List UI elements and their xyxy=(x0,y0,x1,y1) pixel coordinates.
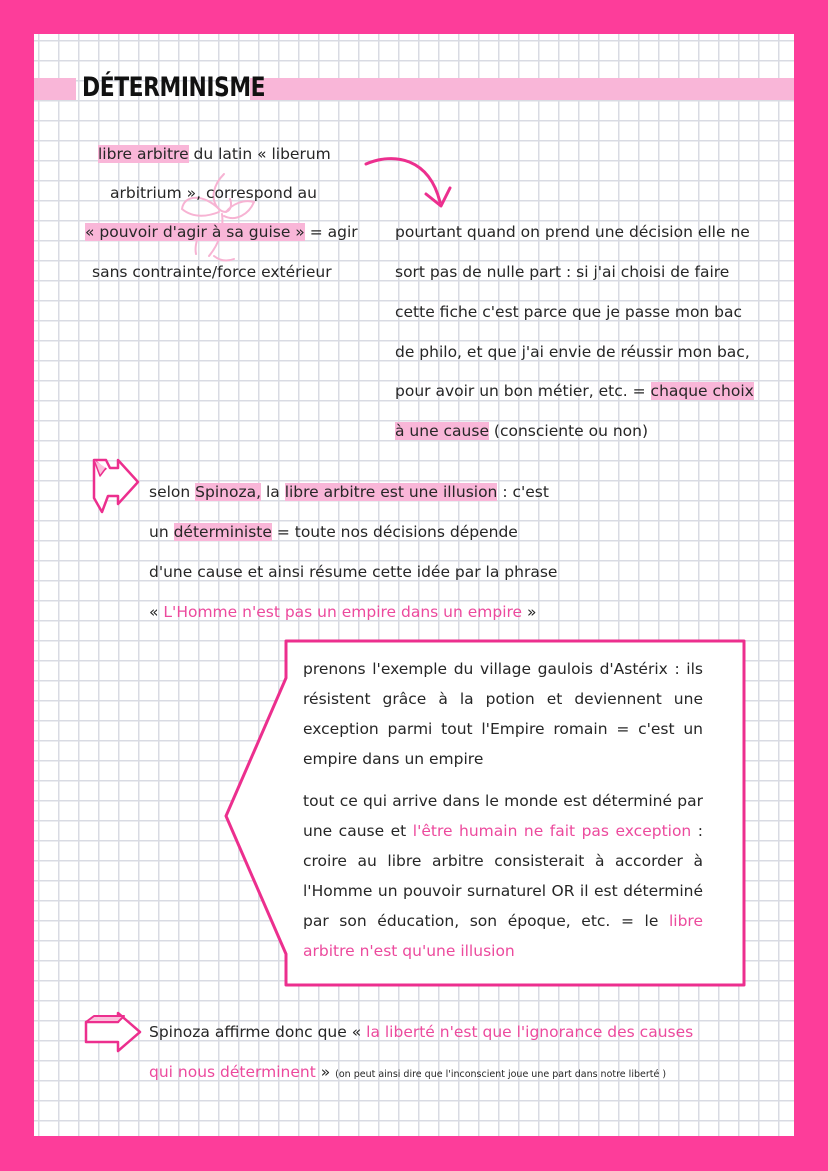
pencil-arrow-icon xyxy=(84,1010,144,1054)
fairy-doodle-icon xyxy=(164,164,284,274)
intro-line-4: sans contrainte/force extérieur xyxy=(92,263,332,281)
right-line-5: pour avoir un bon métier, etc. = chaque choix xyxy=(395,382,754,400)
liberty-quote-part-2: qui nous déterminent xyxy=(149,1063,316,1081)
liberty-quote-part-1: la liberté n'est que l'ignorance des causes xyxy=(366,1023,694,1041)
intro-line-2: arbitrium », correspond au xyxy=(110,184,317,202)
spinoza-highlight: Spinoza, xyxy=(195,483,262,501)
spinoza-line-2: un déterministe = toute nos décisions dépende xyxy=(149,523,518,541)
conclusion-line-1: Spinoza affirme donc que « la liberté n'est que l'ignorance des causes xyxy=(149,1023,694,1041)
title-bar-right xyxy=(250,78,794,100)
spinoza-line-1: selon Spinoza, la libre arbitre est une illusion : c'est xyxy=(149,483,549,501)
cause-highlight: à une cause xyxy=(395,422,489,440)
determinist-highlight: déterministe xyxy=(173,523,272,541)
note-sheet xyxy=(34,34,794,1136)
unconscious-note: (on peut ainsi dire que l'inconscient joue une part dans notre liberté ) xyxy=(335,1069,667,1080)
bubble-paragraph-2: tout ce qui arrive dans le monde est déterminé par une cause et l'être humain ne fait pas exception : croire au libre arbitre consisterait à accorder à l'Homme un pouvoir surnaturel OR il est déterminé par son éducation, son époque, etc. = le libre arbitre n'est qu'une illusion xyxy=(303,792,703,960)
right-line-3: cette fiche c'est parce que je passe mon bac xyxy=(395,303,743,321)
human-exception-text: l'être humain ne fait pas exception xyxy=(412,822,692,840)
spinoza-quote: « L'Homme n'est pas un empire dans un empire » xyxy=(149,603,537,621)
definition-highlight: « pouvoir d'agir à sa guise » xyxy=(85,223,305,241)
illusion-highlight: libre arbitre est une illusion xyxy=(284,483,498,501)
term-libre-arbitre: libre arbitre xyxy=(98,145,189,163)
curved-arrow-icon xyxy=(364,156,454,216)
folded-arrow-icon xyxy=(88,458,142,516)
intro-line-1: libre arbitre du latin « liberum xyxy=(98,145,331,163)
illusion-text: libre arbitre n'est qu'une illusion xyxy=(303,912,703,960)
right-line-6: à une cause (consciente ou non) xyxy=(395,422,649,440)
conclusion-line-2: qui nous déterminent » (on peut ainsi dire que l'inconscient joue une part dans notre liberté ) xyxy=(149,1063,667,1081)
choice-highlight: chaque choix xyxy=(650,382,754,400)
empire-quote: L'Homme n'est pas un empire dans un empire xyxy=(163,603,523,621)
bubble-paragraph-1: prenons l'exemple du village gaulois d'Astérix : ils résistent grâce à la potion et deviennent une exception parmi tout l'Empire romain = c'est un empire dans un empire xyxy=(303,660,703,768)
right-line-4: de philo, et que j'ai envie de réussir mon bac, xyxy=(395,343,750,361)
title-bar-left xyxy=(34,78,76,100)
right-line-1: pourtant quand on prend une décision elle ne xyxy=(395,223,750,241)
spinoza-line-3: d'une cause et ainsi résume cette idée par la phrase xyxy=(149,563,558,581)
right-line-2: sort pas de nulle part : si j'ai choisi de faire xyxy=(395,263,730,281)
intro-line-3: « pouvoir d'agir à sa guise » = agir xyxy=(85,223,358,241)
page-title: DÉTERMINISME xyxy=(82,72,266,103)
